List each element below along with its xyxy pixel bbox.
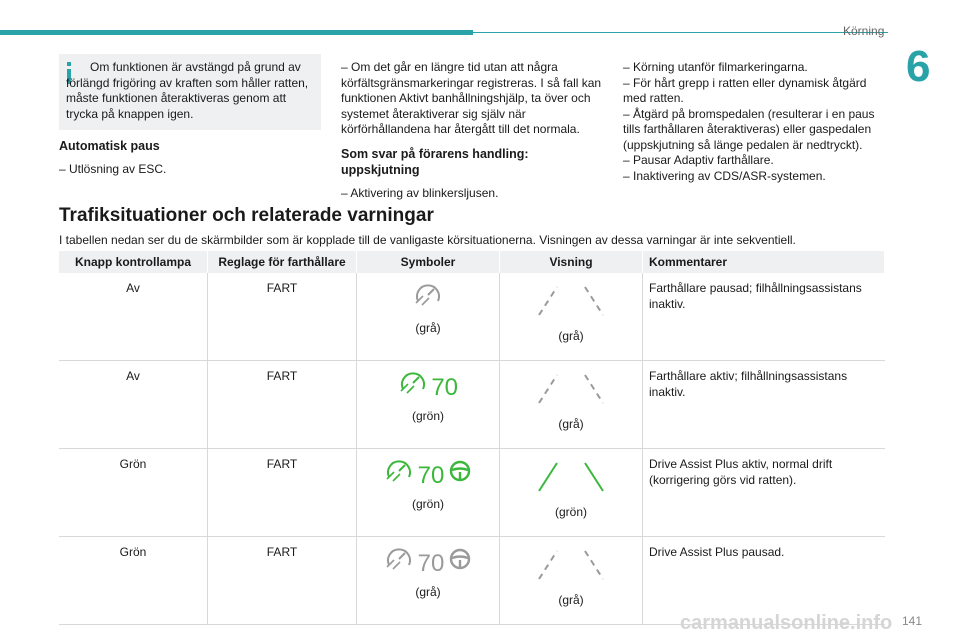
- symbol-caption: (grön): [411, 409, 444, 423]
- lamp-value: Grön: [119, 545, 147, 559]
- cell-display: [500, 273, 643, 361]
- cell-comment: [643, 273, 885, 361]
- cell-comment: [643, 449, 885, 537]
- display-caption: (grå): [558, 417, 584, 431]
- col-header-control: Reglage för farthållare: [208, 251, 357, 273]
- cell-lamp: [59, 361, 208, 449]
- lane-lines-icon: [531, 457, 611, 497]
- lane-lines-icon: [531, 281, 611, 321]
- steering-wheel-icon: [448, 459, 472, 483]
- chapter-number: 6: [906, 42, 931, 91]
- cell-display: [500, 361, 643, 449]
- column-1: [59, 138, 321, 178]
- col-header-display: Visning: [500, 251, 643, 273]
- steering-wheel-icon: [448, 547, 472, 571]
- symbol-caption: (grå): [415, 585, 441, 599]
- cell-comment: [643, 361, 885, 449]
- display-caption: (grå): [558, 329, 584, 343]
- table-row: [59, 361, 885, 449]
- cell-control: [208, 449, 357, 537]
- col-header-comments: Kommentarer: [643, 251, 885, 273]
- driver-action-heading: Som svar på förarens handling: uppskjutning: [341, 146, 529, 177]
- col3-item: – Körning utanför filmarkeringarna.: [623, 60, 808, 74]
- speed-value: 70: [417, 462, 445, 489]
- cruise-control-icon: [398, 369, 428, 395]
- cell-symbols: [357, 537, 500, 625]
- cell-display: [500, 449, 643, 537]
- display-caption: (grå): [558, 593, 584, 607]
- cell-control: [208, 361, 357, 449]
- info-text: Om funktionen är avstängd på grund av förlängd frigöring av kraften som håller ratten, måste funktionen återaktiveras genom att trycka på knappen igen.: [66, 60, 309, 121]
- page-number: 141: [901, 614, 922, 628]
- cell-symbols: [357, 273, 500, 361]
- col1-item: – Utlösning av ESC.: [59, 162, 167, 176]
- column-3: [623, 60, 885, 184]
- cell-symbols: [357, 449, 500, 537]
- cell-control: [208, 537, 357, 625]
- lamp-value: Av: [126, 281, 140, 295]
- header-rule: [473, 32, 888, 33]
- col2-item: – Aktivering av blinkersljusen.: [341, 185, 499, 200]
- cell-lamp: [59, 537, 208, 625]
- comment-text: Farthållare pausad; filhållningsassistans inaktiv.: [649, 281, 862, 311]
- col-header-symbols: Symboler: [357, 251, 500, 273]
- col2-item: – Om det går en längre tid utan att några körfältsgränsmarkeringar registreras. I så fall kan funktionen Aktivt banhållningshjälp, ta över och systemet återaktiverar sig själv när körförhållandena har återgått till det normala.: [341, 60, 602, 136]
- cruise-control-icon: [384, 457, 414, 483]
- table-row: [59, 449, 885, 537]
- symbol-caption: (grå): [415, 321, 441, 335]
- cruise-control-icon: [384, 545, 414, 571]
- comment-text: Farthållare aktiv; filhållningsassistans inaktiv.: [649, 369, 848, 399]
- speed-value: 70: [417, 550, 445, 577]
- display-caption: (grön): [554, 505, 587, 519]
- section-heading: Trafiksituationer och relaterade varningar: [59, 205, 434, 226]
- comment-text: Drive Assist Plus pausad.: [649, 545, 785, 559]
- cell-lamp: [59, 449, 208, 537]
- lane-lines-icon: [531, 369, 611, 409]
- control-value: FART: [266, 545, 298, 559]
- automatic-pause-heading: Automatisk paus: [59, 139, 160, 153]
- speed-value: 70: [431, 374, 459, 401]
- col3-item: – Pausar Adaptiv farthållare.: [623, 153, 774, 167]
- table-row: [59, 273, 885, 361]
- lane-lines-icon: [531, 545, 611, 585]
- lamp-value: Grön: [119, 457, 147, 471]
- lamp-value: Av: [126, 369, 140, 383]
- col3-item: – För hårt grepp i ratten eller dynamisk åtgärd med ratten.: [623, 75, 867, 105]
- symbol-caption: (grön): [411, 497, 444, 511]
- comment-text: Drive Assist Plus aktiv, normal drift (korrigering görs vid ratten).: [649, 457, 833, 487]
- cell-symbols: [357, 361, 500, 449]
- control-value: FART: [266, 457, 298, 471]
- col3-item: – Åtgärd på bromspedalen (resulterar i en paus tills farthållaren återaktiveras) eller gaspedalen (uppskjutning så länge pedalen är nedtryckt).: [623, 106, 875, 152]
- cell-display: [500, 537, 643, 625]
- control-value: FART: [266, 369, 298, 383]
- watermark: carmanualsonline.info: [680, 612, 893, 634]
- col3-item: – Inaktivering av CDS/ASR-systemen.: [623, 168, 826, 183]
- section-title: Körning: [843, 24, 885, 38]
- column-2: [341, 60, 603, 201]
- control-value: FART: [266, 281, 298, 295]
- cell-lamp: [59, 273, 208, 361]
- cell-control: [208, 273, 357, 361]
- section-intro: I tabellen nedan ser du de skärmbilder som är kopplade till de vanligaste körsituationerna. Visningen av dessa varningar är inte sekventiell.: [59, 233, 796, 247]
- info-box: [59, 54, 321, 130]
- cruise-control-icon: [413, 281, 443, 307]
- header-accent-bar: [0, 30, 473, 35]
- warnings-table: [59, 251, 885, 625]
- col-header-lamp: Knapp kontrollampa: [59, 251, 208, 273]
